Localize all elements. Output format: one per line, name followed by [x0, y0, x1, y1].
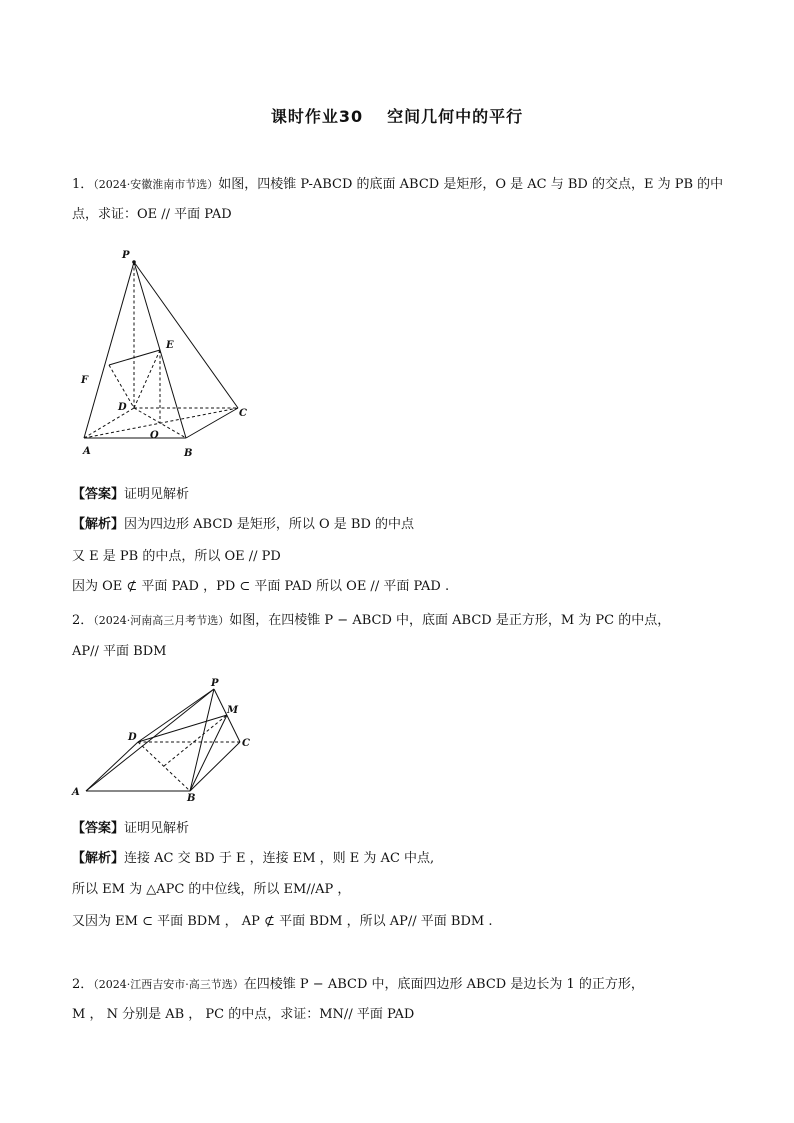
problem1-source: （2024·安徽淮南市节选）	[93, 178, 219, 191]
problem2-stem-line1: 2．（2024·河南高三月考节选）如图，在四棱锥 P − ABCD 中，底面 ABCD 是正方形，M 为 PC 的中点，	[72, 613, 671, 628]
label-M: M	[227, 705, 239, 716]
problem1-answer: 【答案】证明见解析	[72, 487, 190, 502]
label-P: P	[122, 250, 130, 261]
segment-BM	[190, 715, 227, 791]
point-P	[132, 260, 136, 264]
diag-AC	[84, 408, 238, 438]
segment-ED	[134, 350, 160, 408]
edge-BP	[190, 689, 214, 791]
problem2-analysis-line2: 所以 EM 为 △APC 的中位线，所以 EM//AP ，	[72, 882, 351, 897]
label-D: D	[118, 402, 127, 413]
diag-BD	[138, 742, 190, 791]
edge-PC	[134, 262, 238, 408]
label-D: D	[128, 732, 137, 743]
label-E: E	[166, 340, 174, 351]
problem1-analysis-line1: 【解析】因为四边形 ABCD 是矩形，所以 O 是 BD 的中点	[72, 517, 414, 532]
problem3-stem-line1: 2．（2024·江西吉安市·高三节选）在四棱锥 P − ABCD 中，底面四边形 ABCD 是边长为 1 的正方形，	[72, 977, 644, 992]
problem1-pyramid-figure	[72, 244, 262, 468]
problem3-stem-line2: M ， N 分别是 AB ， PC 的中点，求证：MN// 平面 PAD	[72, 1007, 415, 1022]
problem2-pyramid-figure	[66, 674, 266, 808]
segment-EM	[164, 715, 227, 766]
problem1-analysis-line3: 因为 OE ⊄ 平面 PAD ，PD ⊂ 平面 PAD 所以 OE // 平面 PAD .	[72, 579, 450, 594]
problem2-analysis-line1: 【解析】连接 AC 交 BD 于 E ，连接 EM ，则 E 为 AC 中点,	[72, 851, 435, 866]
label-C: C	[242, 738, 250, 749]
title-sub: 空间几何中的平行	[387, 107, 524, 126]
problem1-analysis-line2: 又 E 是 PB 的中点，所以 OE // PD	[72, 549, 281, 564]
label-P: P	[211, 678, 219, 689]
label-B: B	[187, 793, 196, 804]
label-A: A	[83, 446, 91, 457]
page-title	[0, 104, 794, 127]
problem1-stem-line1: 1．（2024·安徽淮南市节选）如图，四棱锥 P-ABCD 的底面 ABCD 是矩形，O 是 AC 与 BD 的交点，E 为 PB 的中	[72, 177, 724, 192]
edge-AD	[86, 742, 138, 791]
label-A: A	[72, 787, 80, 798]
label-C: C	[239, 408, 247, 419]
problem2-analysis-line3: 又因为 EM ⊂ 平面 BDM ， AP ⊄ 平面 BDM ，所以 AP// 平面 BDM .	[72, 914, 493, 929]
edge-AP	[86, 689, 214, 791]
title-main: 课时作业30	[270, 107, 364, 126]
edge-DP	[138, 689, 214, 742]
edge-BC	[186, 408, 238, 438]
label-B: B	[184, 448, 193, 459]
problem1-stem-line2: 点，求证：OE // 平面 PAD	[72, 207, 232, 222]
edge-BC	[190, 742, 240, 791]
problem2-source: （2024·河南高三月考节选）	[93, 614, 230, 627]
segment-DM	[138, 715, 227, 742]
problem2-answer: 【答案】证明见解析	[72, 821, 190, 836]
problem2-stem-line2: AP// 平面 BDM	[72, 644, 167, 659]
problem3-source: （2024·江西吉安市·高三节选）	[93, 978, 244, 991]
label-F: F	[81, 375, 89, 386]
label-O: O	[150, 430, 159, 441]
